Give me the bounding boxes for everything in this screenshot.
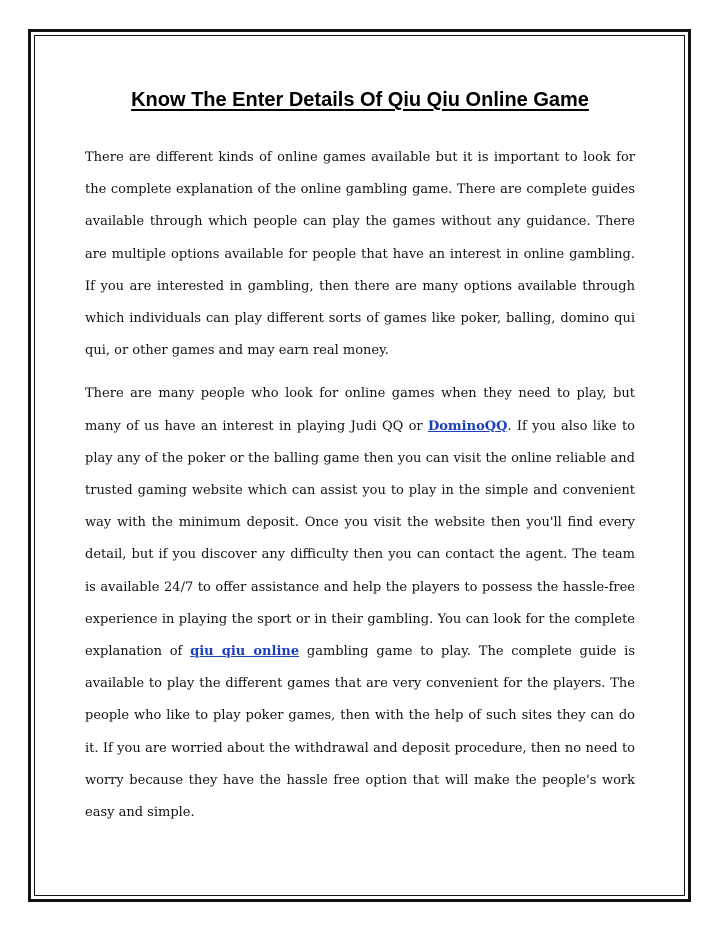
page-title: Know The Enter Details Of Qiu Qiu Online Game	[131, 89, 589, 111]
qiu-qiu-online-link[interactable]: qiu qiu online	[190, 644, 300, 660]
paragraph-2	[85, 378, 635, 829]
paragraph-1: There are different kinds of online games available but it is important to look for the complete explanation of the online gambling game. There are complete guides available through which people can play the games without any guidance. There are multiple options available for people that have an interest in online gambling. If you are interested in gambling, then there are many options available through which individuals can play different sorts of games like poker, balling, domino qui qui, or other games and may earn real money.	[85, 150, 635, 359]
article-body	[85, 142, 635, 840]
paragraph-2-text-1: There are many people who look for online games when they need to play, but many of us have an interest in playing Judi QQ or	[85, 386, 635, 434]
dominoqq-link[interactable]: DominoQQ	[427, 418, 508, 434]
paragraph-2-text-3: gambling game to play. The complete guide is available to play the different games that are very convenient for the players. The people who like to play poker games, then with the help of such sites they can do it. If you are worried about the withdrawal and deposit procedure, then no need to worry because they have the hassle free option that will make the people's work easy and simple.	[85, 644, 636, 821]
paragraph-2-text-2: . If you also like to play any of the poker or the balling game then you can visit the online reliable and trusted gaming website which can assist you to play in the simple and convenient way with the minimum deposit. Once you visit the website then you'll find every detail, but if you discover any difficulty then you can contact the agent. The team is available 24/7 to offer assistance and help the players to possess the hassle-free experience in playing the sport or in their gambling. You can look for the complete explanation of	[85, 418, 636, 660]
